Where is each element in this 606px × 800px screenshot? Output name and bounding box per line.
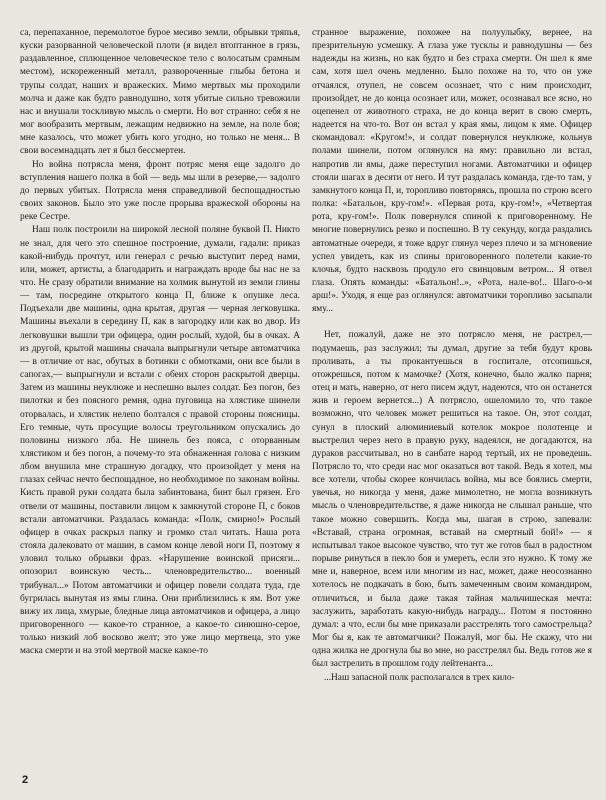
text-columns [20,27,592,772]
left-column [20,27,300,772]
paragraph: Нет, пожалуй, даже не это потрясло меня, не растрел,— подумаешь, раз заслужил; ты думал, другие за тебя будут кровь проливать, а ты прокантуешься в госпитале, отсопишься, отожрешься, потом к мамочке? (Хотя, конечно, было жалко парня; отец и мать, наверно, от него писем ждут, надеются, что он останется жив и героем вернется...) А потрясло, ошеломило то, что такое возможно, что человек может решиться на такое. Он, этот солдат, сунул в плоский алюминиевый котелок мокрое полотенце и выстрелил через него в правую руку, надеялся, не догадаются, на дураков рассчитывал, но в санбате народ тертый, их не проведешь. Потрясло то, что среди нас мог оказаться вот такой. Ведь я хотел, мы все хотели, чтобы скорее кончилась война, мы все боялись смерти, увечья, но никогда у меня, даже мимолетно, не могла возникнуть мысль о членовредительстве, я даже никогда не слышал раньше, что такое можно совершить. Когда мы, шагая в строю, запевали: «Вставай, страна огромная, вставай на смертный бой!» — я испытывал такое высокое чувство, что тут же готов был в радостном порыве ринуться в пекло боя и умереть, если это нужно. К тому же мне и, наверное, всем или многим из нас, может, даже неосознанно хотелось не подкачать в бою, быть замеченным своим командиром, отличиться, и была даже такая тайная мальчишеская мечта: заслужить, заработать какую-нибудь награду... Потом я постоянно думал: а что, если бы мне приказали расстрелять того самострельца? Мог бы я, как те автоматчики? Пожалуй, мог бы. Не скажу, что ни одна жилка не дрогнула бы во мне, но расстрелял бы. Ведь готов же я был застрелить в прошлом году лейтенанта... [312,330,592,670]
paragraph: Наш полк построили на широкой лесной поляне буквой П. Никто не знал, для чего это спешное построение, думали, гадали: приказ какой-нибудь прочтут, или генерал с речью выступит перед нами, или, может, артисты, а благодарить и награждать вроде бы нас не за что. Не сразу обратили внимание на холмик вынутой из земли глины — там, посредине открытого конца П, ближе к опушке леса. Подъехали две машины, одна крытая, другая — черная легковушка. Машины въехали в середину П, как в загородку или как во двор. Из легковушки вышли три офицера, один рослый, худой, бы в очках. А из другой, крытой машины сначала выпрыгнули четыре автоматчика — в отличие от нас, обутых в ботинки с обмотками, они все были в сапогах,— выпрыгнули и встали с обеих сторон раскрытой дверцы. Затем из машины неуклюже и неспешно вылез солдат. Без погон, без пилотки и без поясного ремня, одна пуговица на хлястике шинели оторвалась, и хлястик нелепо болтался с правой стороны поясницы. Его темные, чуть просущие волосы треугольником опускались до половины низкого лба. Не шинель без пояса, с оторванным хлястиком и без погон, а почему-то эта обнаженная голова с низким лбом внушила мне страшную догадку, что произойдет у меня на глазах сейчас нечто беспощадное, но необходимое по законам войны. Кисть правой руки солдата была забинтована, бинт был грязен. Его отвели от машины, поставили лицом к замкнутой стороне П, с боков встали автоматчики. Раздалась команда: «Полк, смирно!» Рослый офицер в очках раскрыл папку и громко стал читать. Наша рота стояла далековато от машин, в самом конце левой ноги П, поэтому я уловил только обрывки фраз. «Нарушение воинской присяги... опозорил воинскую честь... членовредительство... военный трибунал...» Потом автоматчики и офицер повели солдата туда, где бугрилась вынутая из ямы глина. Они приблизились к ям. Вот уже вижу их лица, хмурые, бледные лица автоматчиков и офицера, а лицо приговоренного — какое-то странное, а какое-то синюшно-серое, только низкий лоб восково желт; это уже лицо мертвеца, это уже маска смерти и на этой мертвой маске какое-то [20,225,300,657]
paragraph: са, перепаханное, перемолотое бурое месиво земли, обрывки тряпья, куски разорванной человеческой плоти (я видел втоптанное в грязь, раздавленное, сплющенное человеческое тело с волосатым срамным местом), искореженный металл, развороченные глыбы бетона и трупы солдат, наших и вражеских. Мимо мертвых мы проходили молча и даже как будто равнодушно, хотя убитые сильно тревожили нас и внушали тоскливую мысль о смерти. Но вот странно: себя я не мог вообразить мертвым, лежащим недвижно на земле, на поле боя; мне казалось, что может убить кого угодно, но только не меня... В свои восемнадцать лет я был бессмертен. [20,28,300,157]
section-break [312,316,592,329]
page-number: 2 [22,774,29,786]
right-column [312,27,592,772]
paragraph: Но война потрясла меня, фронт потряс меня еще задолго до вступления нашего полка в бой — ведь мы шли в резерве,— задолго до первых убитых. Потрясла меня справедливой беспощадностью своих законов. Было это уже после прорыва вражеской обороны на реке Сестре. [20,159,300,223]
paragraph: странное выражение, похожее на полуулыбку, вернее, на презрительную усмешку. А глаза уже тусклы и равнодушны — без надежды на жизнь, но как будто и без страха смерти. Он шел к яме сам, хотя шел очень медленно. Было похоже на то, что он уже отчаялся, отупел, не совсем осознает, что с ним происходит, произойдет, не до конца осознает или, может, осознавал все ясно, но оцепенел от животного страха, не до конца верит в свою смерть, надеется на что-то. Вот он встал у края ямы, лицом к яме. Офицер скомандовал: «Кругом!», и солдат повернулся неуклюже, кольнув полами шинели, потом оглянулся на яму: правильно ли встал, напротив ли ямы, даже переступил ногами. Автоматчики и офицер стояли шагах в десяти от него. И тут раздалась команда, где-то там, у замкнутого конца П, и, торопливо повторяясь, прошла по строю всего полка: «Батальон, кру-гом!». «Первая рота, кру-гом!», «Четвертая рота, кру-гом!». Полк повернулся спиной к приговоренному. Не многие повернулись резко и поспешно. В ту секунду, когда раздались автоматные очереди, я тоже вдруг глянул через плечо и за мгновение успел увидеть, как из спины приговоренного полетели какие-то клочья, будто насквозь продуло его свинцовым ветром... Я отвел глаза. Опять команды: «Батальон!..», «Рота, нале-во!.. Шаго-о-м арш!». Уходя, я еще раз оглянулся: автоматчики торопливо засыпали яму... [312,28,592,315]
paragraph: ...Наш запасной полк располагался в трех кило- [324,672,515,683]
